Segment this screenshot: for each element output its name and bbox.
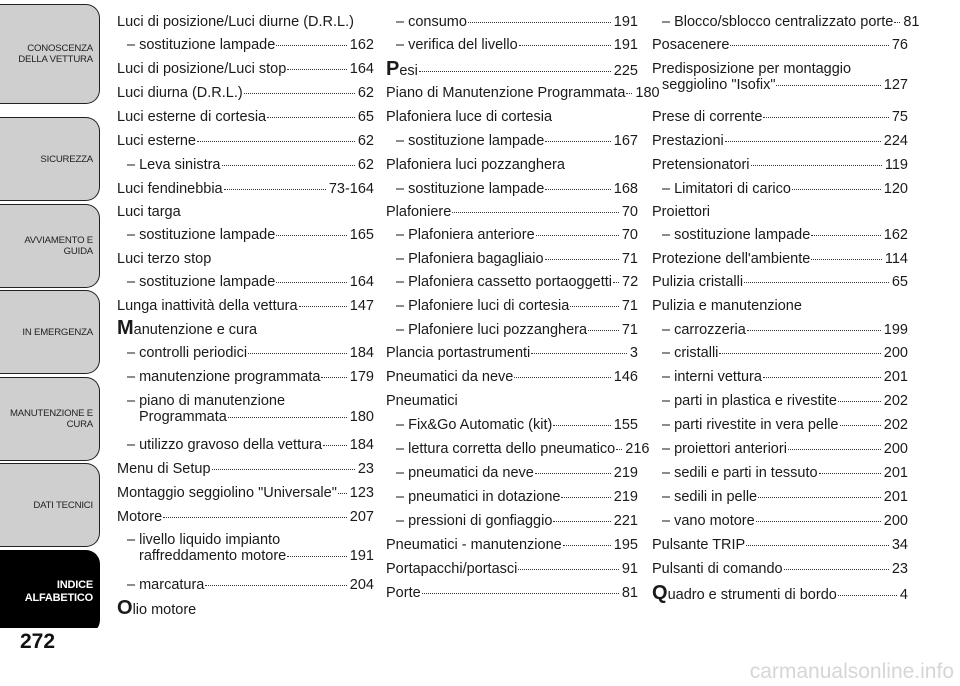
entry-text: – sostituzione lampade (396, 181, 545, 197)
entry-text: Predisposizione per montaggio (652, 61, 852, 77)
watermark: carmanualsonline.info (749, 660, 954, 683)
entry-text: Luci di posizione/Luci stop (117, 61, 287, 77)
index-entry (386, 368, 638, 386)
tab-dati-tecnici[interactable] (0, 463, 100, 547)
entry-text: – pneumatici da neve (396, 465, 534, 481)
index-entry (652, 273, 908, 291)
index-entry (652, 13, 920, 31)
entry-text: – vano motore (662, 513, 755, 529)
entry-text: Protezione dell'ambiente (652, 251, 811, 267)
index-entry (652, 344, 908, 362)
entry-text: – verifica del livello (396, 37, 518, 53)
entry-text: Luci diurna (D.R.L.) (117, 85, 243, 101)
entry-text: – interni vettura (662, 369, 762, 385)
index-entry (652, 512, 908, 530)
page-ref: 191 (613, 14, 638, 30)
page-ref: 3 (629, 345, 638, 361)
index-entry (386, 132, 638, 150)
page-ref: 165 (349, 227, 374, 243)
entry-text: Piano di Manutenzione Programmata (386, 85, 626, 101)
entry-text: – Plafoniere luci di cortesia (396, 298, 570, 314)
entry-text: – sostituzione lampade (127, 274, 276, 290)
tab-conoscenza[interactable] (0, 4, 100, 104)
leader-dots (536, 235, 619, 236)
entry-text: – cristalli (662, 345, 719, 361)
page-ref: 34 (891, 537, 908, 553)
page-ref: 70 (621, 204, 638, 220)
index-entry (386, 344, 638, 362)
leader-dots (197, 141, 355, 142)
entry-text: Prestazioni (652, 133, 724, 149)
index-entry (117, 36, 374, 54)
page-ref: 71 (621, 251, 638, 267)
leader-dots (518, 569, 618, 570)
page-ref: 76 (891, 37, 908, 53)
page-ref: 207 (349, 509, 374, 525)
entry-text: Pneumatici - manutenzione (386, 537, 562, 553)
leader-dots (553, 521, 610, 522)
entry-text: Luci fendinebbia (117, 181, 223, 197)
page-ref: 62 (357, 85, 374, 101)
entry-text: Motore (117, 509, 163, 525)
entry-text: Plafoniere (386, 204, 452, 220)
page-ref: 72 (622, 274, 639, 290)
page-ref: 199 (883, 322, 908, 338)
entry-text: – sostituzione lampade (127, 227, 276, 243)
leader-dots (422, 593, 619, 594)
leader-dots (212, 469, 355, 470)
index-entry (652, 464, 908, 482)
index-entry (652, 536, 908, 554)
leader-dots (163, 517, 347, 518)
page-ref: 123 (349, 485, 374, 501)
page-ref: 147 (349, 298, 374, 314)
entry-text: Quadro e strumenti di bordo (652, 582, 837, 604)
leader-dots (545, 189, 610, 190)
page-ref: 180 (635, 85, 660, 101)
entry-text: Montaggio seggiolino "Universale" (117, 485, 337, 501)
index-entry (652, 132, 908, 150)
page-ref: 71 (621, 298, 638, 314)
leader-dots (452, 212, 619, 213)
entry-text: Programmata (139, 409, 227, 425)
leader-dots (819, 473, 881, 474)
index-entry (386, 321, 638, 339)
page-ref: 224 (883, 133, 908, 149)
leader-dots (725, 141, 881, 142)
index-entry (652, 488, 908, 506)
leader-dots (616, 449, 622, 450)
leader-dots (287, 69, 347, 70)
index-entry (117, 368, 374, 386)
leader-dots (287, 556, 347, 557)
index-entry (386, 60, 638, 80)
entry-text: – marcatura (127, 577, 205, 593)
index-entry (386, 584, 638, 602)
leader-dots (763, 377, 881, 378)
tab-label: MANUTENZIONE E CURA (9, 408, 93, 430)
index-entry (386, 416, 638, 434)
entry-text: – consumo (396, 14, 467, 30)
entry-text: – sostituzione lampade (396, 133, 545, 149)
leader-dots (267, 117, 355, 118)
entry-text: Pneumatici (386, 393, 458, 409)
index-entry (117, 60, 374, 78)
entry-text: – Fix&Go Automatic (kit) (396, 417, 553, 433)
leader-dots (763, 117, 888, 118)
index-entry (117, 203, 374, 221)
index-entry (117, 599, 374, 619)
page-ref: 201 (883, 489, 908, 505)
section-initial: O (117, 597, 133, 619)
index-entry (117, 132, 374, 150)
leader-dots (730, 45, 888, 46)
leader-dots (788, 449, 881, 450)
entry-text: Lunga inattività della vettura (117, 298, 298, 314)
entry-text: – sostituzione lampade (127, 37, 276, 53)
page-ref: 114 (884, 251, 908, 267)
index-entry (652, 108, 908, 126)
page-ref: 162 (883, 227, 908, 243)
index-entry (652, 226, 908, 244)
leader-dots (276, 45, 346, 46)
entry-text: – lettura corretta dello pneumatico (396, 441, 616, 457)
section-initial: Q (652, 582, 668, 604)
leader-dots (840, 425, 881, 426)
page-ref: 200 (883, 345, 908, 361)
page-ref: 221 (613, 513, 638, 529)
page-ref: 23 (357, 461, 374, 477)
index-entry (386, 156, 638, 174)
entry-text: Plancia portastrumenti (386, 345, 531, 361)
leader-dots (545, 141, 610, 142)
index-entry (117, 344, 374, 362)
page-ref: 119 (884, 157, 908, 173)
leader-dots (747, 330, 881, 331)
entry-text: Prese di corrente (652, 109, 763, 125)
index-entry (652, 250, 908, 268)
page-number: 272 (20, 630, 56, 653)
index-entry (386, 488, 638, 506)
entry-text: – Plafoniera anteriore (396, 227, 535, 243)
entry-text: seggiolino "Isofix" (662, 77, 776, 93)
tab-label: SICUREZZA (40, 153, 93, 165)
leader-dots (338, 493, 347, 494)
index-entry (652, 440, 908, 458)
entry-text: – Plafoniera bagagliaio (396, 251, 544, 267)
leader-dots (838, 595, 897, 596)
tab-manutenzione[interactable] (0, 377, 100, 461)
leader-dots (588, 330, 619, 331)
index-entry (652, 392, 908, 410)
leader-dots (244, 93, 355, 94)
index-entry (117, 297, 374, 315)
page-ref: 202 (883, 417, 908, 433)
leader-dots (758, 497, 881, 498)
leader-dots (553, 425, 610, 426)
leader-dots (756, 521, 881, 522)
tab-avviamento[interactable] (0, 204, 100, 288)
page-ref: 201 (883, 369, 908, 385)
index-entry (117, 156, 374, 174)
page-ref: 179 (349, 369, 374, 385)
entry-text: – manutenzione programmata (127, 369, 321, 385)
entry-text: Pretensionatori (652, 157, 750, 173)
page-ref: 70 (621, 227, 638, 243)
index-entry (386, 108, 638, 126)
entry-text: Pulsanti di comando (652, 561, 783, 577)
index-entry (652, 36, 908, 54)
index-entry (386, 536, 638, 554)
page-ref: 71 (621, 322, 638, 338)
leader-dots (570, 306, 619, 307)
index-entry (652, 584, 908, 604)
page-ref: 180 (349, 409, 374, 425)
leader-dots (535, 473, 611, 474)
index-entry (652, 321, 908, 339)
tab-label: AVVIAMENTO E GUIDA (24, 235, 93, 257)
leader-dots (751, 165, 882, 166)
page-ref: 23 (891, 561, 908, 577)
index-entry (652, 156, 908, 174)
index-entry (117, 319, 374, 339)
entry-text: – sedili e parti in tessuto (662, 465, 818, 481)
entry-text: Pulizia e manutenzione (652, 298, 802, 314)
index-entry (386, 440, 650, 458)
entry-text: – controlli periodici (127, 345, 248, 361)
index-entry (117, 273, 374, 291)
leader-dots (531, 353, 627, 354)
page-ref: 81 (621, 585, 638, 601)
entry-text: Olio motore (117, 597, 197, 619)
leader-dots (419, 71, 611, 72)
page-ref: 219 (613, 465, 638, 481)
page-ref: 225 (613, 63, 638, 79)
index-entry (117, 84, 374, 102)
leader-dots (792, 189, 881, 190)
entry-text: Plafoniera luce di cortesia (386, 109, 553, 125)
page-ref: 184 (349, 345, 374, 361)
page-ref: 162 (349, 37, 374, 53)
leader-dots (719, 353, 880, 354)
index-entry (386, 560, 638, 578)
leader-dots (613, 282, 619, 283)
leader-dots (838, 401, 881, 402)
section-initial: M (117, 317, 134, 339)
index-entry (117, 250, 374, 268)
index-entry (386, 203, 638, 221)
page-ref: 62 (357, 157, 374, 173)
index-entry (386, 464, 638, 482)
entry-text: – sostituzione lampade (662, 227, 811, 243)
page-ref: 200 (883, 441, 908, 457)
entry-text: raffreddamento motore (139, 548, 287, 564)
entry-text: – carrozzeria (662, 322, 746, 338)
tab-sicurezza[interactable] (0, 117, 100, 201)
entry-text: – utilizzo gravoso della vettura (127, 437, 323, 453)
leader-dots (746, 545, 889, 546)
tab-label: DATI TECNICI (33, 499, 93, 511)
tab-emergenza[interactable] (0, 290, 100, 374)
entry-text: Manutenzione e cura (117, 317, 258, 339)
entry-text: Luci terzo stop (117, 251, 212, 267)
entry-text: Luci esterne (117, 133, 196, 149)
entry-text: – Leva sinistra (127, 157, 221, 173)
page-ref: 65 (891, 274, 908, 290)
entry-text: Luci esterne di cortesia (117, 109, 267, 125)
entry-text: – Plafoniera cassetto portaoggetti (396, 274, 613, 290)
section-initial: P (386, 58, 400, 80)
index-entry (386, 180, 638, 198)
entry-text: – piano di manutenzione (127, 393, 286, 409)
entry-text: Pneumatici da neve (386, 369, 514, 385)
index-entry (652, 180, 908, 198)
leader-dots (784, 569, 889, 570)
entry-text: Pulizia cristalli (652, 274, 744, 290)
index-entry (386, 392, 638, 410)
leader-dots (276, 235, 346, 236)
index-entry (652, 297, 908, 315)
entry-text: Proiettori (652, 204, 711, 220)
leader-dots (744, 282, 889, 283)
index-entry (117, 180, 374, 198)
entry-text: Luci di posizione/Luci diurne (D.R.L.) (117, 14, 354, 30)
leader-dots (228, 417, 347, 418)
leader-dots (222, 165, 355, 166)
page-ref: 62 (357, 133, 374, 149)
leader-dots (224, 189, 326, 190)
page-ref: 75 (891, 109, 908, 125)
index-entry (652, 560, 908, 578)
section-tabs (0, 0, 104, 686)
page-ref: 4 (899, 587, 908, 603)
index-entry (386, 84, 660, 102)
index-entry (117, 460, 374, 478)
entry-text: – Limitatori di carico (662, 181, 791, 197)
page-ref: 167 (613, 133, 638, 149)
tab-label: INDICE ALFABETICO (24, 579, 93, 604)
index-entry (117, 484, 374, 502)
entry-text: – proiettori anteriori (662, 441, 787, 457)
leader-dots (323, 445, 347, 446)
entry-text: Posacenere (652, 37, 730, 53)
index-entry (117, 408, 374, 426)
index-entry (652, 203, 908, 221)
index-entry (386, 273, 638, 291)
tab-label: CONOSCENZA DELLA VETTURA (18, 43, 93, 65)
entry-text: – parti rivestite in vera pelle (662, 417, 839, 433)
leader-dots (563, 545, 611, 546)
leader-dots (545, 259, 619, 260)
index-entry (117, 436, 374, 454)
page-ref: 216 (625, 441, 650, 457)
index-entry (117, 508, 374, 526)
index-entry (386, 297, 638, 315)
page-number-box (0, 628, 100, 686)
leader-dots (894, 22, 900, 23)
page-ref: 164 (349, 61, 374, 77)
page-ref: 146 (613, 369, 638, 385)
leader-dots (514, 377, 610, 378)
entry-text: Portapacchi/portasci (386, 561, 518, 577)
index-entry (386, 13, 638, 31)
leader-dots (299, 306, 347, 307)
entry-text: – pressioni di gonfiaggio (396, 513, 553, 529)
index-entry (117, 226, 374, 244)
tab-label: IN EMERGENZA (22, 326, 93, 338)
index-entry (117, 547, 374, 565)
entry-text: – Blocco/sblocco centralizzato porte (662, 14, 894, 30)
leader-dots (276, 282, 346, 283)
index-entry (117, 13, 374, 31)
leader-dots (205, 585, 346, 586)
leader-dots (321, 377, 346, 378)
page-ref: 91 (621, 561, 638, 577)
index-entry (117, 108, 374, 126)
entry-text: – sedili in pelle (662, 489, 758, 505)
entry-text: – parti in plastica e rivestite (662, 393, 837, 409)
page-ref: 164 (349, 274, 374, 290)
entry-text: Porte (386, 585, 421, 601)
index-entry (117, 576, 374, 594)
page-ref: 200 (883, 513, 908, 529)
index-entry (386, 36, 638, 54)
page-ref: 120 (883, 181, 908, 197)
page-ref: 191 (613, 37, 638, 53)
page-ref: 81 (903, 14, 920, 30)
page-ref: 219 (613, 489, 638, 505)
entry-text: Pulsante TRIP (652, 537, 746, 553)
page-ref: 127 (883, 77, 908, 93)
page-ref: 168 (613, 181, 638, 197)
index-entry (652, 416, 908, 434)
index-entry (652, 368, 908, 386)
index-entry (386, 226, 638, 244)
entry-text: Luci targa (117, 204, 181, 220)
leader-dots (811, 235, 880, 236)
index-entry (386, 512, 638, 530)
leader-dots (561, 497, 610, 498)
index-entry (652, 76, 908, 94)
page-ref: 65 (357, 109, 374, 125)
entry-text: Pesi (386, 58, 418, 80)
leader-dots (811, 259, 882, 260)
index-entry (386, 250, 638, 268)
page-ref: 204 (349, 577, 374, 593)
tab-indice-alfabetico[interactable] (0, 550, 100, 634)
entry-text: Plafoniera luci pozzanghera (386, 157, 565, 173)
entry-text: Menu di Setup (117, 461, 211, 477)
entry-text: – pneumatici in dotazione (396, 489, 561, 505)
page-ref: 155 (613, 417, 638, 433)
leader-dots (626, 93, 632, 94)
leader-dots (776, 85, 880, 86)
entry-text: – livello liquido impianto (127, 532, 281, 548)
page-ref: 202 (883, 393, 908, 409)
page-ref: 73-164 (328, 181, 374, 197)
leader-dots (248, 353, 347, 354)
page-ref: 184 (349, 437, 374, 453)
leader-dots (519, 45, 611, 46)
page-ref: 195 (613, 537, 638, 553)
page-ref: 191 (349, 548, 374, 564)
entry-text: – Plafoniere luci pozzanghera (396, 322, 588, 338)
page-ref: 201 (883, 465, 908, 481)
leader-dots (468, 22, 611, 23)
